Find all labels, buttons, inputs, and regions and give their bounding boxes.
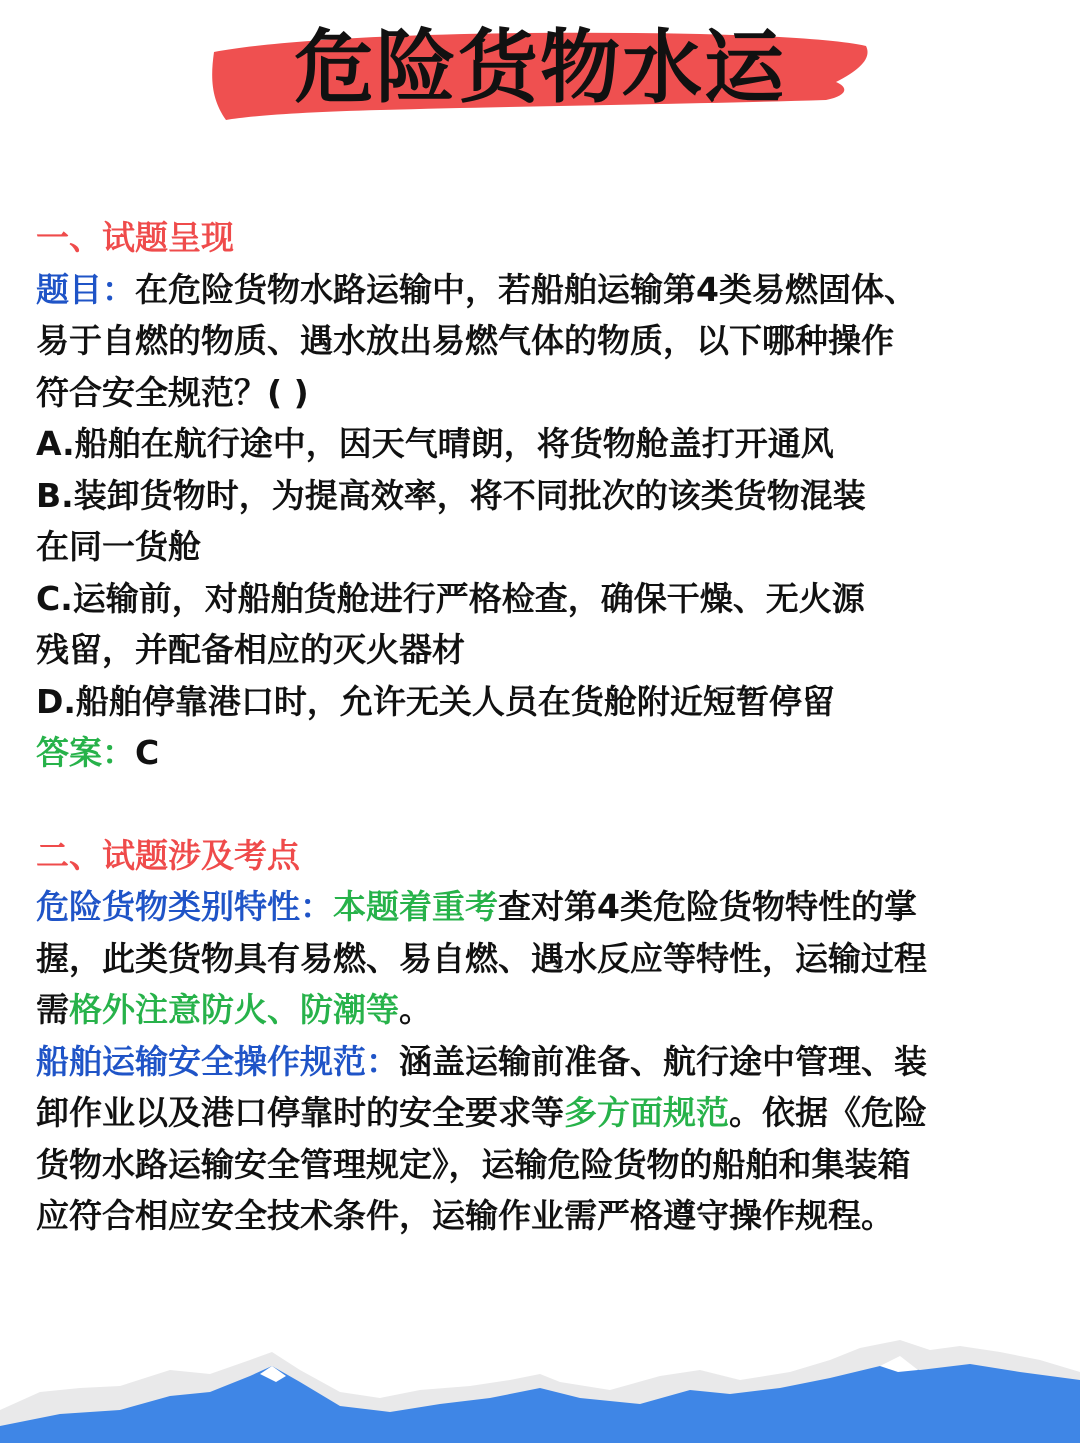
option-b-line-1: B.装卸货物时，为提高效率，将不同批次的该类货物混装 [36, 475, 866, 515]
option-d: D.船舶停靠港口时，允许无关人员在货舱附近短暂停留 [36, 681, 835, 721]
point2-line-2 [36, 1087, 1044, 1139]
page-title: 危险货物水运 [294, 21, 786, 114]
mountain-range-decoration [0, 1330, 1080, 1443]
point2-line-3: 货物水路运输安全管理规定》，运输危险货物的船舶和集装箱 [36, 1144, 911, 1184]
answer-label: 答案： [36, 733, 135, 772]
point1-text-1: 查对第4类危险货物特性的掌 [498, 887, 917, 926]
option-c-line-2: 残留，并配备相应的灭火器材 [36, 630, 465, 669]
point2-label: 船舶运输安全操作规范： [36, 1041, 399, 1081]
point1-label: 危险货物类别特性： [36, 887, 333, 926]
point1-text-3b: 。 [399, 990, 432, 1029]
point1-text-3a: 需 [36, 990, 69, 1029]
point2-line-1 [36, 1036, 1044, 1088]
answer-line [36, 727, 1044, 779]
question-label: 题目： [36, 269, 135, 309]
point2-text-1: 涵盖运输前准备、航行途中管理、装 [399, 1041, 927, 1081]
point1-line-2: 握，此类货物具有易燃、易自燃、遇水反应等特性，运输过程 [36, 938, 927, 978]
section-heading-2: 二、试题涉及考点 [36, 835, 300, 875]
option-b-line-2: 在同一货舱 [36, 527, 201, 566]
option-a: A.船舶在航行途中，因天气晴朗，将货物舱盖打开通风 [36, 424, 834, 463]
point2-line-4: 应符合相应安全技术条件，运输作业需严格遵守操作规程。 [36, 1196, 894, 1235]
point1-line-1 [36, 881, 1044, 933]
point1-line-3 [36, 984, 1044, 1036]
point2-highlight-1: 多方面规范 [564, 1093, 729, 1132]
question-line-1 [36, 264, 1044, 316]
point2-text-2a: 卸作业以及港口停靠时的安全要求等 [36, 1093, 564, 1132]
option-c-line-1: C.运输前，对船舶货舱进行严格检查，确保干燥、无火源 [36, 578, 865, 618]
content [36, 212, 1044, 1242]
question-line-2: 易于自燃的物质、遇水放出易燃气体的物质，以下哪种操作 [36, 321, 894, 360]
point1-highlight-2: 格外注意防火、防潮等 [69, 990, 399, 1029]
section-gap [36, 779, 1044, 830]
section-heading-1: 一、试题呈现 [36, 218, 234, 257]
point1-highlight-1: 本题着重考 [333, 887, 498, 926]
question-text: 在危险货物水路运输中，若船舶运输第4类易燃固体、 [135, 269, 917, 309]
answer-value: C [135, 733, 160, 772]
point2-text-2b: 。依据《危险 [729, 1093, 927, 1132]
title-banner [0, 0, 1080, 140]
question-line-3: 符合安全规范？( ) [36, 372, 309, 412]
